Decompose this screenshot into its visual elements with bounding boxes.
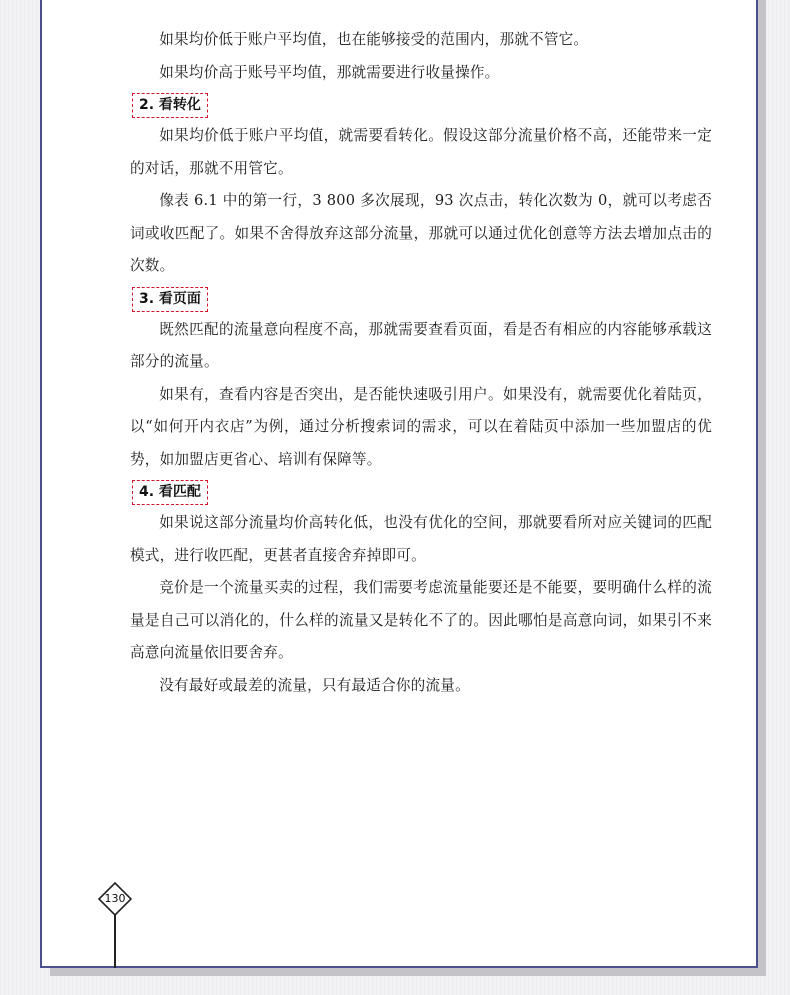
page-number: 130 [104, 892, 126, 905]
body-paragraph: 如果有，查看内容是否突出，是否能快速吸引用户。如果没有，就需要优化着陆页，以“如何开内衣店”为例，通过分析搜索词的需求，可以在着陆页中添加一些加盟店的优势，如加盟店更省心、培训有保障等。 [130, 385, 712, 468]
body-paragraph: 像表 6.1 中的第一行，3 800 多次展现，93 次点击，转化次数为 0，就可以考虑否词或收匹配了。如果不舍得放弃这部分流量，那就可以通过优化创意等方法去增加点击的次数。 [130, 192, 712, 274]
section-heading-conversion: 2. 看转化 [132, 93, 208, 118]
page-number-badge [98, 882, 132, 916]
page-number-stem [114, 914, 116, 968]
body-paragraph: 如果均价低于账户平均值，就需要看转化。假设这部分流量价格不高，还能带来一定的对话，那就不用管它。 [130, 127, 712, 177]
section-heading-wrap [132, 283, 712, 314]
page-content [130, 24, 712, 702]
body-paragraph: 既然匹配的流量意向程度不高，那就需要查看页面，看是否有相应的内容能够承载这部分的流量。 [130, 320, 712, 370]
section-heading-page: 3. 看页面 [132, 287, 208, 312]
body-paragraph: 如果说这部分流量均价高转化低，也没有优化的空间，那就要看所对应关键词的匹配模式，进行收匹配，更甚者直接舍弃掉即可。 [130, 514, 712, 564]
section-heading-wrap [132, 89, 712, 120]
section-heading-wrap [132, 476, 712, 507]
body-paragraph: 没有最好或最差的流量，只有最适合你的流量。 [159, 676, 470, 694]
body-paragraph: 如果均价高于账号平均值，那就需要进行收量操作。 [159, 63, 500, 81]
section-heading-match: 4. 看匹配 [132, 480, 208, 505]
body-paragraph: 竞价是一个流量买卖的过程，我们需要考虑流量能要还是不能要，要明确什么样的流量是自己可以消化的，什么样的流量又是转化不了的。因此哪怕是高意向词，如果引不来高意向流量依旧要舍弃。 [130, 579, 712, 661]
book-page [40, 0, 758, 968]
body-paragraph: 如果均价低于账户平均值，也在能够接受的范围内，那就不管它。 [159, 31, 589, 48]
